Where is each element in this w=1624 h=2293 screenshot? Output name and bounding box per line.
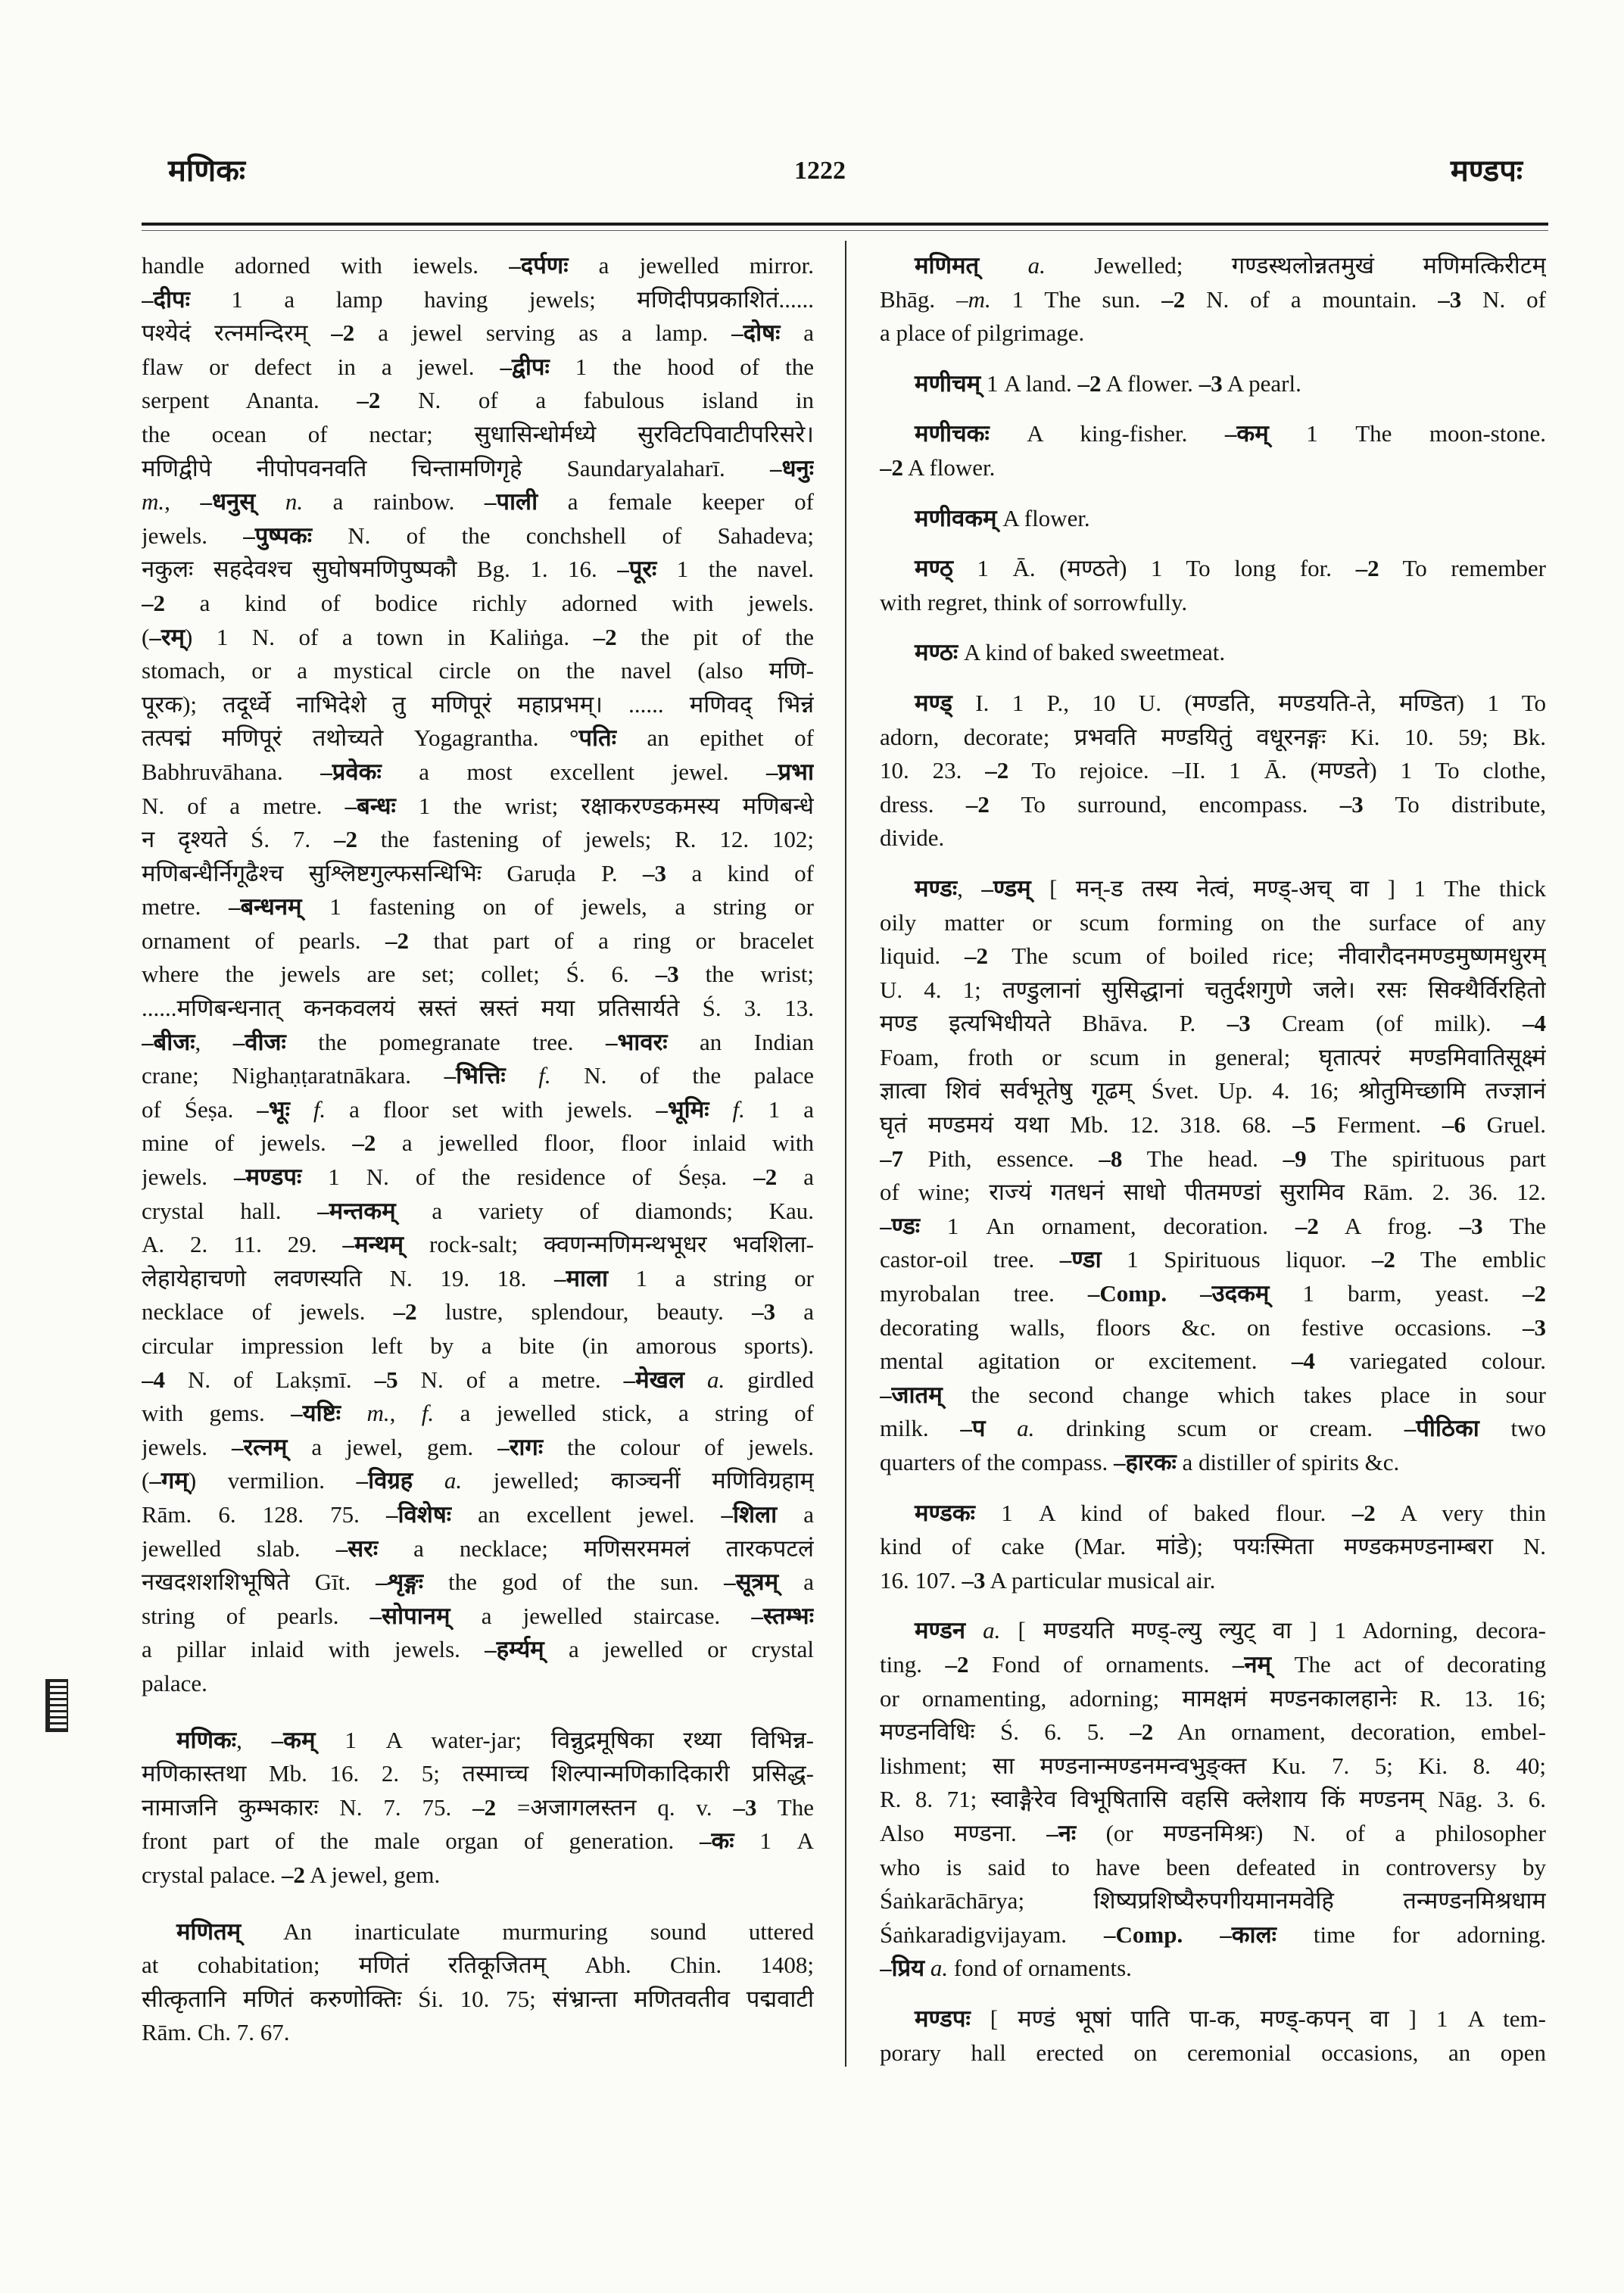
- bold-term: –उदकम्: [1200, 1280, 1270, 1307]
- bold-term: –3: [655, 961, 679, 988]
- entry-line: मणिकः, –कम् 1 A water-jar; विन्नुद्रमूषिका रथ्या विभिन्न-: [176, 1726, 814, 1753]
- entry-line: jewels. –पुष्पकः N. of the conchshell of Sahadeva;: [142, 522, 814, 549]
- entry-line: circular impression left by a bite (in amorous sports).: [142, 1332, 814, 1359]
- entry-line: मण्डकः 1 A kind of baked flour. –2 A very thin: [915, 1499, 1546, 1526]
- entry-line: a pillar inlaid with jewels. –हर्म्यम् a jewelled or crystal: [142, 1636, 814, 1663]
- entry-line: –प्रिय a. fond of ornaments.: [880, 1955, 1132, 1982]
- entry-line: myrobalan tree. –Comp. –उदकम् 1 barm, yeast. –2: [880, 1280, 1546, 1307]
- bold-term: –3: [1339, 790, 1364, 818]
- entry-line: a place of pilgrimage.: [880, 319, 1085, 347]
- bold-term: –कम्: [271, 1726, 316, 1753]
- bold-term: –3: [643, 859, 667, 886]
- entry-line: porary hall erected on ceremonial occasions, an open: [880, 2039, 1546, 2066]
- entry-line: lishment; सा मण्डनान्मण्डनमन्वभुङ्क्त Ku. 7. 5; Ki. 8. 40;: [880, 1752, 1546, 1779]
- bold-term: –5: [1292, 1111, 1317, 1139]
- bold-term: –सरः: [335, 1534, 379, 1562]
- bold-term: –Comp.: [1104, 1921, 1183, 1948]
- entry-line: –4 N. of Lakṣmī. –5 N. of a metre. –मेखल a. girdled: [142, 1366, 814, 1393]
- bold-term: –5: [374, 1366, 398, 1393]
- entry-line: crystal hall. –मन्तकम् a variety of diamonds; Kau.: [142, 1197, 814, 1224]
- bold-term: –3: [1199, 369, 1223, 397]
- bold-term: –2: [333, 826, 357, 853]
- bold-term: –Comp.: [1087, 1280, 1167, 1307]
- headword: मण्डन: [915, 1617, 966, 1644]
- bold-term: –हारकः: [1114, 1449, 1177, 1475]
- entry-line: मणिकास्तथा Mb. 16. 2. 5; तस्माच्च शिल्पान्मणिकादिकारी प्रसिद्ध-: [142, 1760, 814, 1787]
- entry-line: front part of the male organ of generation. –कः 1 A: [142, 1827, 814, 1855]
- entry-line: m., –धनुस् n. a rainbow. –पाली a female keeper of: [142, 488, 814, 516]
- left-column: [142, 249, 814, 2050]
- entry-line: Rām. Ch. 7. 67.: [142, 2019, 290, 2046]
- bold-term: –2: [393, 1298, 417, 1326]
- bold-term: –2: [1351, 1499, 1376, 1526]
- entry-line: where the jewels are set; collet; Ś. 6. –3 the wrist;: [142, 961, 814, 988]
- bold-term: –2: [1295, 1212, 1319, 1239]
- bold-term: –ण्डम्: [981, 874, 1031, 902]
- bold-term: –गम्: [149, 1467, 189, 1494]
- entry-line: R. 8. 71; स्वाङ्गैरेव विभूषितासि वहसि क्लेशाय किं मण्डनम् Nāg. 3. 6.: [880, 1786, 1546, 1813]
- dictionary-entry: [880, 636, 1546, 670]
- entry-line: with gems. –यष्टिः m., f. a jewelled stick, a string of: [142, 1400, 814, 1427]
- entry-line: oily matter or scum forming on the surface of any: [880, 908, 1546, 936]
- bold-term: –पाली: [484, 488, 538, 516]
- bold-term: –2: [1077, 369, 1102, 397]
- bold-term: –धनुस्: [200, 488, 256, 516]
- right-column: [880, 249, 1546, 2070]
- entry-line: jewelled slab. –सरः a necklace; मणिसरममलं तारकपटलं: [142, 1534, 814, 1562]
- dictionary-entry: [880, 1497, 1546, 1598]
- entry-line: dress. –2 To surround, encompass. –3 To distribute,: [880, 790, 1546, 818]
- headword: मण्डकः: [915, 1499, 975, 1526]
- bold-term: –मन्थम्: [342, 1231, 404, 1258]
- bold-term: –8: [1099, 1145, 1123, 1172]
- right-guide-word: मण्डपः: [1450, 154, 1523, 188]
- bold-term: –द्वीपः: [500, 353, 550, 380]
- dictionary-entry: [880, 687, 1546, 855]
- entry-line: मण्डः, –ण्डम् [ मन्-ड तस्य नेत्वं, मण्ड्-अच् वा ] 1 The thick: [915, 874, 1546, 902]
- bold-term: –शृङ्गः: [376, 1569, 424, 1596]
- entry-line: quarters of the compass. –हारकः a distiller of spirits &c.: [880, 1449, 1400, 1475]
- entry-line: पूरक); तदूर्ध्वे नाभिदेशे तु मणिपूरं महाप्रभम्। ...... मणिवद् भिन्नं: [142, 690, 814, 718]
- dictionary-entry: [142, 1915, 814, 2050]
- bold-term: –पुष्पकः: [243, 522, 312, 549]
- entry-line: नामाजनि कुम्भकारः N. 7. 75. –2 =अजागलस्तन q. v. –3 The: [142, 1793, 814, 1821]
- entry-line: mine of jewels. –2 a jewelled floor, floor inlaid with: [142, 1129, 814, 1157]
- entry-line: jewels. –मण्डपः 1 N. of the residence of Śeṣa. –2 a: [142, 1164, 814, 1191]
- entry-line: Śaṅkarāchārya; शिष्यप्रशिष्यैरुपगीयमानमवेहि तन्मण्डनमिश्रधाम: [880, 1887, 1546, 1914]
- entry-line: Foam, froth or scum in general; घृतात्परं मण्डमिवातिसूक्ष्मं: [880, 1043, 1546, 1070]
- entry-line: (–रम्) 1 N. of a town in Kaliṅga. –2 the pit of the: [142, 623, 814, 650]
- entry-line: flaw or defect in a jewel. –द्वीपः 1 the hood of the: [142, 353, 814, 380]
- entry-line: ornament of pearls. –2 that part of a ring or bracelet: [142, 927, 814, 954]
- entry-line: मण्डपः [ मण्डं भूषां पाति पा-क, मण्ड्-कपन् वा ] 1 A tem-: [915, 2005, 1546, 2032]
- bold-term: –दोषः: [731, 319, 781, 347]
- dictionary-entry: [880, 249, 1546, 350]
- bold-term: –प्रिय: [880, 1955, 925, 1982]
- entry-line: castor-oil tree. –ण्डा 1 Spirituous liquor. –2 The emblic: [880, 1246, 1546, 1273]
- entry-line: the ocean of nectar; सुधासिन्धोर्मध्ये सुरविटपिवाटीपरिसरे।: [142, 420, 814, 447]
- headword: मणीचम्: [915, 369, 981, 397]
- bold-term: –2: [985, 757, 1009, 784]
- bold-term: –2: [472, 1793, 497, 1821]
- entry-line: with regret, think of sorrowfully.: [880, 588, 1188, 615]
- bold-term: –सूत्रम्: [724, 1569, 779, 1596]
- entry-line: at cohabitation; मणितं रतिकूजितम् Abh. Chin. 1408;: [142, 1952, 814, 1979]
- headword: मण्डः: [915, 874, 958, 902]
- bold-term: –दर्पणः: [509, 252, 569, 279]
- bold-term: –ण्डा: [1059, 1246, 1102, 1273]
- bold-term: –सोपानम्: [369, 1602, 450, 1629]
- entry-line: 10. 23. –2 To rejoice. –II. 1 Ā. (मण्डते) 1 To clothe,: [880, 757, 1546, 784]
- bold-term: –प्रवेकः: [320, 758, 382, 785]
- entry-line: palace.: [142, 1669, 207, 1696]
- bold-term: –2: [1355, 555, 1379, 582]
- entry-line: –बीजः, –वीजः the pomegranate tree. –भावरः an Indian: [142, 1028, 814, 1055]
- bold-term: –मन्तकम्: [317, 1197, 396, 1224]
- entry-line: metre. –बन्धनम् 1 fastening on of jewels, a string or: [142, 893, 814, 921]
- italic-abbreviation: m.: [968, 285, 991, 313]
- bold-term: –4: [1523, 1010, 1546, 1037]
- bold-term: –2: [385, 927, 409, 954]
- entry-line: Babhruvāhana. –प्रवेकः a most excellent jewel. –प्रभा: [142, 758, 814, 785]
- bold-term: –बन्धनम्: [228, 893, 302, 921]
- bold-term: –2: [331, 319, 355, 347]
- entry-line: A. 2. 11. 29. –मन्थम् rock-salt; क्वणन्मणिमन्थभूधर भवशिला-: [142, 1231, 814, 1258]
- bold-term: –स्तम्भः: [751, 1602, 814, 1629]
- entry-line: न दृश्यते Ś. 7. –2 the fastening of jewels; R. 12. 102;: [142, 826, 814, 853]
- bold-term: –कः: [699, 1827, 734, 1855]
- column-divider: [845, 241, 846, 2067]
- headword: मण्ठः: [915, 639, 959, 666]
- bold-term: –हर्म्यम्: [485, 1636, 544, 1663]
- bold-term: –विशेषः: [385, 1500, 452, 1528]
- entry-line: 16. 107. –3 A particular musical air.: [880, 1566, 1216, 1594]
- bold-term: –6: [1442, 1111, 1466, 1139]
- entry-line: मणिद्वीपे नीपोपवनवति चिन्तामणिगृहे Saundaryalaharī. –धनुः: [142, 454, 814, 481]
- entry-line: मण्ड् I. 1 P., 10 U. (मण्डति, मण्डयति-ते, मण्डित) 1 To: [915, 689, 1546, 716]
- bold-term: –2: [1523, 1280, 1546, 1307]
- dictionary-entry: [880, 1614, 1546, 1986]
- entry-line: liquid. –2 The scum of boiled rice; नीवारौदनमण्डमुष्णमधुरम्: [880, 942, 1546, 970]
- bold-term: –कालः: [1220, 1921, 1276, 1948]
- entry-line: mental agitation or excitement. –4 variegated colour.: [880, 1347, 1546, 1375]
- bold-term: –रम्: [149, 623, 185, 650]
- entry-line: मणीचकः A king-fisher. –कम् 1 The moon-stone.: [915, 420, 1546, 447]
- entry-line: milk. –प a. drinking scum or cream. –पीठिका two: [880, 1415, 1546, 1442]
- entry-line: लेहायेहाचणो लवणस्यति N. 19. 18. –माला 1 a string or: [142, 1264, 814, 1291]
- italic-abbreviation: a.: [1027, 252, 1046, 279]
- bold-term: –बीजः: [142, 1028, 195, 1055]
- entry-line: –जातम् the second change which takes place in sour: [880, 1381, 1546, 1408]
- entry-line: handle adorned with iewels. –दर्पणः a jewelled mirror.: [142, 252, 814, 279]
- headword: मणीचकः: [915, 420, 990, 447]
- entry-line: Also मण्डना. –नः (or मण्डनमिश्रः) N. of a philosopher: [880, 1819, 1546, 1846]
- entry-line: serpent Ananta. –2 N. of a fabulous island in: [142, 387, 814, 414]
- bold-term: –मेखल: [623, 1366, 684, 1393]
- entry-line: stomach, or a mystical circle on the navel (also मणि-: [142, 657, 814, 684]
- bold-term: –प्रभा: [766, 758, 814, 785]
- headword: मणिकः: [176, 1726, 237, 1753]
- bold-term: –2: [142, 589, 165, 616]
- entry-line: घृतं मण्डमयं यथा Mb. 12. 318. 68. –5 Ferment. –6 Gruel.: [880, 1111, 1546, 1139]
- bold-term: –3: [1523, 1313, 1546, 1341]
- header-rule-thin: [142, 230, 1548, 231]
- entry-line: मण्डन a. [ मण्डयति मण्ड्-ल्यु ल्युट् वा ] 1 Adorning, decora-: [915, 1617, 1546, 1644]
- bold-term: –2: [357, 387, 381, 414]
- entry-line: नकुलः सहदेवश्च सुघोषमणिपुष्पकौ Bg. 1. 16. –पूरः 1 the navel.: [142, 556, 814, 583]
- margin-print-mark: [45, 1679, 68, 1732]
- italic-abbreviation: f.: [538, 1062, 551, 1089]
- headword: मणितम्: [176, 1918, 242, 1945]
- bold-term: –धनुः: [769, 454, 814, 481]
- entry-line: who is said to have been defeated in controversy by: [880, 1853, 1546, 1880]
- entry-line: –दीपः 1 a lamp having jewels; मणिदीपप्रकाशितं......: [142, 285, 814, 313]
- bold-term: –2: [593, 623, 617, 650]
- headword: मणीवकम्: [915, 504, 997, 531]
- entry-line: N. of a metre. –बन्धः 1 the wrist; रक्षाकरण्डकमस्य मणिबन्धे: [142, 792, 814, 819]
- italic-abbreviation: a.: [983, 1617, 1001, 1644]
- headword: मणिमत्: [915, 252, 980, 279]
- bold-term: –प: [960, 1415, 986, 1442]
- entry-line: of Śeṣa. –भूः f. a floor set with jewels. –भूमिः f. 1 a: [142, 1095, 814, 1123]
- headword: मण्डपः: [915, 2005, 971, 2032]
- bold-term: –भावरः: [606, 1028, 668, 1055]
- bold-term: –माला: [553, 1264, 609, 1291]
- bold-term: –रागः: [497, 1433, 544, 1460]
- italic-abbreviation: f.: [313, 1095, 326, 1123]
- bold-term: –2: [753, 1164, 778, 1191]
- italic-abbreviation: a.: [444, 1467, 463, 1494]
- bold-term: –2: [964, 942, 988, 970]
- italic-abbreviation: m.: [142, 488, 165, 516]
- bold-term: °पतिः: [569, 724, 616, 752]
- bold-term: –ण्डः: [880, 1212, 921, 1239]
- headword: मण्ठ्: [915, 555, 953, 582]
- italic-abbreviation: a.: [706, 1366, 725, 1393]
- bold-term: –2: [1371, 1246, 1395, 1273]
- entry-line: –ण्डः 1 An ornament, decoration. –2 A frog. –3 The: [880, 1212, 1546, 1239]
- header-rule: [142, 223, 1548, 226]
- bold-term: –3: [1227, 1010, 1251, 1037]
- bold-term: –दीपः: [142, 285, 190, 313]
- bold-term: –2: [1161, 285, 1186, 313]
- entry-line: jewels. –रत्नम् a jewel, gem. –रागः the colour of jewels.: [142, 1433, 814, 1460]
- bold-term: –4: [142, 1366, 165, 1393]
- bold-term: –वीजः: [232, 1028, 286, 1055]
- entry-line: decorating walls, floors &c. on festive occasions. –3: [880, 1313, 1546, 1341]
- entry-line: crane; Nighaṇṭaratnākara. –भित्तिः f. N. of the palace: [142, 1062, 814, 1089]
- entry-line: Śaṅkaradigvijayam. –Comp. –कालः time for adorning.: [880, 1921, 1546, 1948]
- entry-line: Bhāg. –m. 1 The sun. –2 N. of a mountain. –3 N. of: [880, 285, 1546, 313]
- entry-line: ज्ञात्वा शिवं सर्वभूतेषु गूढम् Śvet. Up. 4. 16; श्रोतुमिच्छामि तज्ज्ञानं: [880, 1077, 1546, 1104]
- entry-line: मणीचम् 1 A land. –2 A flower. –3 A pearl.: [915, 369, 1301, 397]
- entry-line: –2 a kind of bodice richly adorned with jewels.: [142, 589, 814, 616]
- bold-term: –पीठिका: [1404, 1415, 1479, 1442]
- bold-term: –नम्: [1232, 1650, 1272, 1678]
- dictionary-entry: [880, 417, 1546, 484]
- headword: मण्ड्: [915, 689, 952, 716]
- entry-line: मण्ठः A kind of baked sweetmeat.: [915, 639, 1226, 666]
- bold-term: –3: [1438, 285, 1462, 313]
- italic-abbreviation: n.: [285, 488, 304, 516]
- bold-term: –भूमिः: [656, 1095, 709, 1123]
- dictionary-entry: [880, 367, 1546, 401]
- entry-line: मणितम् An inarticulate murmuring sound uttered: [176, 1918, 814, 1945]
- bold-term: –3: [1459, 1212, 1483, 1239]
- entry-line: मणिबन्धैर्निगूढैश्च सुश्लिष्टगुल्फसन्धिभिः Garuḍa P. –3 a kind of: [142, 859, 814, 886]
- entry-line: adorn, decorate; प्रभवति मण्डयितुं वधूरनङ्गः Ki. 10. 59; Bk.: [880, 723, 1546, 750]
- bold-term: –नः: [1046, 1819, 1077, 1846]
- entry-line: kind of cake (Mar. मांडे); पयःस्मिता मण्डकमण्डनाम्बरा N.: [880, 1533, 1546, 1560]
- bold-term: –विग्रह: [356, 1467, 413, 1494]
- bold-term: –शिला: [721, 1500, 778, 1528]
- bold-term: –4: [1291, 1347, 1315, 1375]
- entry-line: ......मणिबन्धनात् कनकवलयं स्रस्तं स्रस्तं मया प्रतिसार्यते Ś. 3. 13.: [142, 995, 814, 1022]
- dictionary-entry: [142, 249, 814, 1701]
- bold-term: –भूः: [257, 1095, 290, 1123]
- entry-line: मण्डनविधिः Ś. 6. 5. –2 An ornament, decoration, embel-: [880, 1718, 1546, 1746]
- entry-line: (–गम्) vermilion. –विग्रह a. jewelled; काञ्चनीं मणिविग्रहाम्: [142, 1467, 814, 1494]
- bold-term: –2: [282, 1861, 306, 1888]
- bold-term: –कम्: [1224, 420, 1269, 447]
- entry-line: मण्ड इत्यभिधीयते Bhāva. P. –3 Cream (of milk). –4: [880, 1010, 1546, 1037]
- bold-term: –पूरः: [617, 556, 657, 583]
- italic-abbreviation: a.: [930, 1955, 949, 1982]
- bold-term: –2: [352, 1129, 376, 1157]
- bold-term: –3: [962, 1566, 986, 1594]
- italic-abbreviation: f.: [421, 1400, 435, 1427]
- bold-term: –2: [965, 790, 990, 818]
- page-number: 1222: [794, 157, 846, 185]
- entry-line: मणीवकम् A flower.: [915, 504, 1090, 531]
- bold-term: –मण्डपः: [233, 1164, 302, 1191]
- italic-abbreviation: a.: [1017, 1415, 1035, 1442]
- dictionary-entry: [142, 1724, 814, 1893]
- bold-term: –3: [733, 1793, 757, 1821]
- dictionary-entry: [880, 502, 1546, 536]
- entry-line: necklace of jewels. –2 lustre, splendour, beauty. –3 a: [142, 1298, 814, 1326]
- entry-line: पश्येदं रत्नमन्दिरम् –2 a jewel serving as a lamp. –दोषः a: [142, 319, 814, 347]
- entry-line: –2 A flower.: [880, 453, 996, 481]
- bold-term: –2: [880, 453, 903, 481]
- entry-line: –7 Pith, essence. –8 The head. –9 The spirituous part: [880, 1145, 1546, 1172]
- dictionary-entry: [880, 2002, 1546, 2070]
- entry-line: ting. –2 Fond of ornaments. –नम् The act of decorating: [880, 1650, 1546, 1678]
- bold-term: –9: [1283, 1145, 1307, 1172]
- dictionary-entry: [880, 872, 1546, 1480]
- italic-abbreviation: m.: [366, 1400, 390, 1427]
- entry-line: नखदशशशिभूषिते Gīt. –शृङ्गः the god of the sun. –सूत्रम् a: [142, 1569, 814, 1596]
- bold-term: –2: [945, 1650, 969, 1678]
- entry-line: divide.: [880, 824, 945, 852]
- entry-line: crystal palace. –2 A jewel, gem.: [142, 1861, 441, 1888]
- entry-line: तत्पद्मं मणिपूरं तथोच्यते Yogagrantha. °पतिः an epithet of: [142, 724, 814, 752]
- bold-term: –2: [1130, 1718, 1154, 1746]
- entry-line: or ornamenting, adorning; मामक्षमं मण्डनकालहानेः R. 13. 16;: [880, 1684, 1546, 1712]
- entry-line: string of pearls. –सोपानम् a jewelled staircase. –स्तम्भः: [142, 1602, 814, 1629]
- bold-term: –जातम्: [880, 1381, 943, 1408]
- dictionary-entry: [880, 552, 1546, 619]
- bold-term: –भित्तिः: [444, 1062, 506, 1089]
- italic-abbreviation: f.: [732, 1095, 745, 1123]
- bold-term: –रत्नम्: [231, 1433, 288, 1460]
- bold-term: –7: [880, 1145, 903, 1172]
- entry-line: U. 4. 1; तण्डुलानां सुसिद्धानां चतुर्दशगुणे जले। रसः सिक्थैर्विरहितो: [880, 976, 1546, 1003]
- bold-term: –बन्धः: [344, 792, 396, 819]
- entry-line: मणिमत् a. Jewelled; गण्डस्थलोन्नतमुखं मणिमत्किरीटम्: [915, 252, 1546, 279]
- bold-term: –3: [752, 1298, 776, 1326]
- entry-line: मण्ठ् 1 Ā. (मण्ठते) 1 To long for. –2 To remember: [915, 555, 1546, 582]
- entry-line: Rām. 6. 128. 75. –विशेषः an excellent jewel. –शिला a: [142, 1500, 814, 1528]
- bold-term: –यष्टिः: [291, 1400, 341, 1427]
- entry-line: of wine; राज्यं गतधनं साधो पीतमण्डां सुरामिव Rām. 2. 36. 12.: [880, 1179, 1546, 1206]
- entry-line: सीत्कृतानि मणितं करुणोक्तिः Śi. 10. 75; संभ्रान्ता मणितवतीव पद्मवाटी: [142, 1985, 814, 2012]
- left-guide-word: मणिकः: [168, 154, 245, 188]
